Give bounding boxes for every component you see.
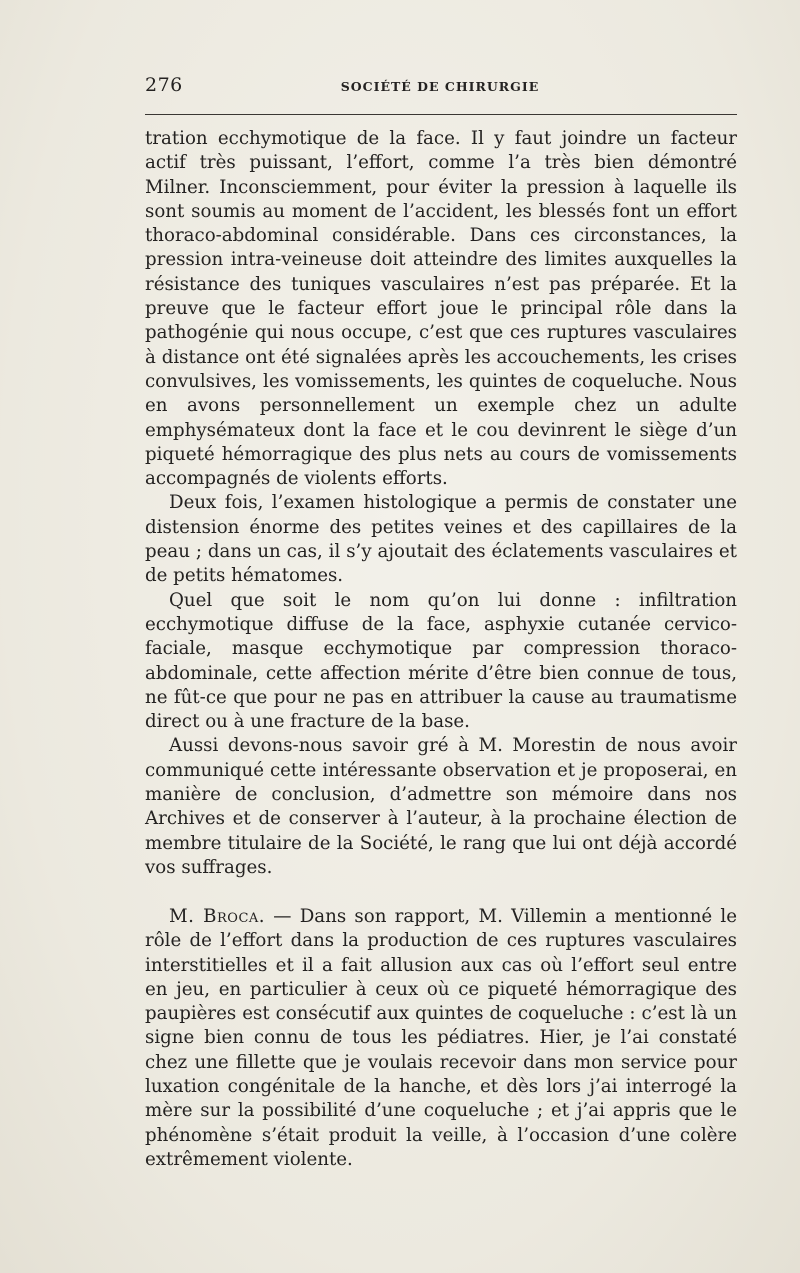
speaker-name: M. Broca. (169, 906, 266, 927)
report-text (145, 127, 737, 880)
broca-intervention (145, 905, 737, 1172)
intervention-text: — Dans son rapport, M. Villemin a mentionné le rôle de l’effort dans la production de ces ruptures vasculaires interstitielles et il a fait allusion aux cas où l’effort seul entre en jeu, en particulier à ceux où ce piqueté hémorragique des paupières est consécutif aux quintes de coqueluche : c’est là un signe bien connu de tous les pédiatres. Hier, je l’ai constaté chez une fillette que je voulais recevoir dans mon service pour luxation congénitale de la hanche, et dès lors j’ai interrogé la mère sur la possibilité d’une coqueluche ; et j’ai appris que le phénomène s’était produit la veille, à l’occasion d’une colère extrêmement violente. (145, 906, 737, 1170)
page-number: 276 (145, 74, 183, 96)
page-header (145, 74, 735, 104)
header-rule (145, 114, 737, 115)
paragraph-effort: tration ecchymotique de la face. Il y faut joindre un facteur actif très puissant, l’effort, comme l’a très bien démontré Milner. Inconsciemment, pour éviter la pression à laquelle ils sont soumis au moment de l’accident, les blessés font un effort thoraco-abdominal considérable. Dans ces circonstances, la pression intra-veineuse doit atteindre des limites auxquelles la résistance des tuniques vasculaires n’est pas préparée. Et la preuve que le facteur effort joue le principal rôle dans la pathogénie qui nous occupe, c’est que ces ruptures vasculaires à distance ont été signalées après les accouchements, les crises convulsives, les vomissements, les quintes de coqueluche. Nous en avons personnellement un exemple chez un adulte emphysémateux dont la face et le cou devinrent le siège d’un piqueté hémorragique des plus nets au cours de vomissements accompagnés de violents efforts. (145, 128, 737, 490)
running-head: SOCIÉTÉ DE CHIRURGIE (340, 79, 540, 94)
paragraph-conclusion: Aussi devons-nous savoir gré à M. Morestin de nous avoir communiqué cette intéressante observation et je proposerai, en manière de conclusion, d’admettre son mémoire dans nos Archives et de conserver à l’auteur, à la prochaine élection de membre titulaire de la Société, le rang que lui ont déjà accordé vos suffrages. (145, 735, 737, 878)
paragraph-broca (145, 905, 737, 1172)
paragraph-naming: Quel que soit le nom qu’on lui donne : infiltration ecchymotique diffuse de la face, asphyxie cutanée cervico-faciale, masque ecchymotique par compression thoraco-abdominale, cette affection mérite d’être bien connue de tous, ne fût-ce que pour ne pas en attribuer la cause au traumatisme direct ou à une fracture de la base. (145, 589, 737, 733)
paragraph-histology: Deux fois, l’examen histologique a permis de constater une distension énorme des petites veines et des capillaires de la peau ; dans un cas, il s’y ajoutait des éclatements vasculaires et de petits hématomes. (145, 492, 737, 587)
